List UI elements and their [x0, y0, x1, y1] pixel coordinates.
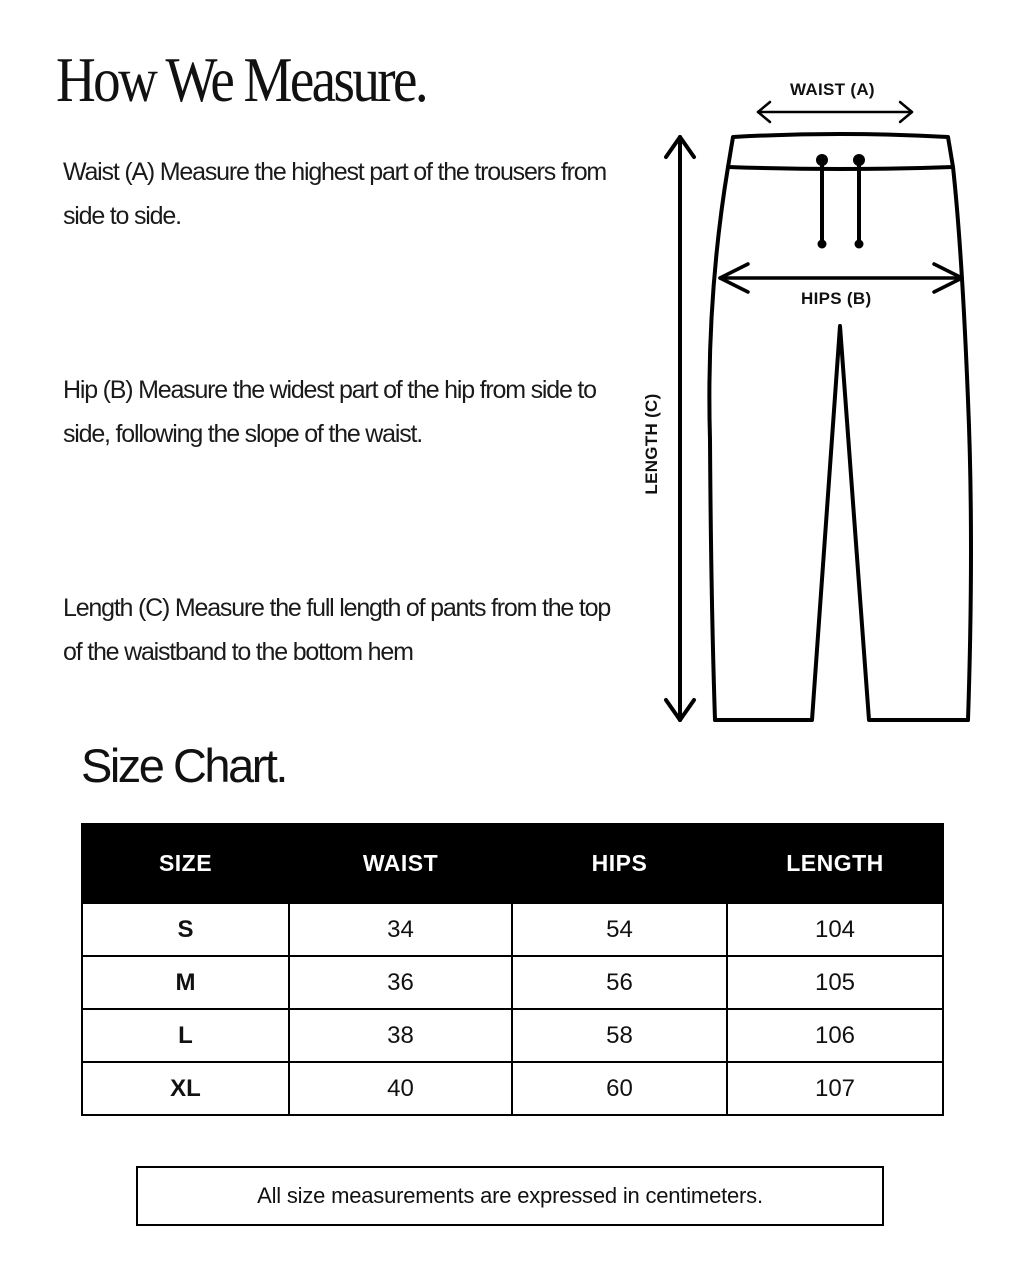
length-cell: 104 — [727, 903, 943, 956]
length-cell: 107 — [727, 1062, 943, 1115]
header-size: SIZE — [82, 824, 289, 903]
waistband — [728, 134, 953, 169]
size-cell: XL — [82, 1062, 289, 1115]
waist-label: WAIST (A) — [790, 80, 875, 99]
page-title: How We Measure. — [56, 44, 427, 115]
size-chart-title: Size Chart. — [81, 739, 286, 792]
table-row — [82, 1062, 943, 1115]
size-cell: L — [82, 1009, 289, 1062]
length-label: LENGTH (C) — [642, 393, 661, 495]
measurement-note: All size measurements are expressed in centimeters. — [136, 1166, 884, 1226]
hips-label: HIPS (B) — [801, 289, 872, 308]
waist-cell: 34 — [289, 903, 512, 956]
header-hips: HIPS — [512, 824, 727, 903]
header-length: LENGTH — [727, 824, 943, 903]
hips-cell: 58 — [512, 1009, 727, 1062]
length-cell: 105 — [727, 956, 943, 1009]
size-table — [81, 823, 944, 1116]
waist-cell: 38 — [289, 1009, 512, 1062]
size-cell: M — [82, 956, 289, 1009]
hips-cell: 54 — [512, 903, 727, 956]
waist-description: Waist (A) Measure the highest part of the trousers from side to side. — [63, 158, 607, 230]
table-header-row — [82, 824, 943, 903]
pants-icon — [630, 70, 990, 740]
size-cell: S — [82, 903, 289, 956]
table-row — [82, 1009, 943, 1062]
table-row — [82, 903, 943, 956]
pants-outline — [709, 167, 971, 720]
waist-cell: 40 — [289, 1062, 512, 1115]
waist-cell: 36 — [289, 956, 512, 1009]
table-row — [82, 956, 943, 1009]
hips-cell: 56 — [512, 956, 727, 1009]
hips-cell: 60 — [512, 1062, 727, 1115]
length-cell: 106 — [727, 1009, 943, 1062]
length-description: Length (C) Measure the full length of pants from the top of the waistband to the bottom hem — [63, 594, 611, 666]
header-waist: WAIST — [289, 824, 512, 903]
hip-description: Hip (B) Measure the widest part of the hip from side to side, following the slope of the waist. — [63, 376, 596, 448]
